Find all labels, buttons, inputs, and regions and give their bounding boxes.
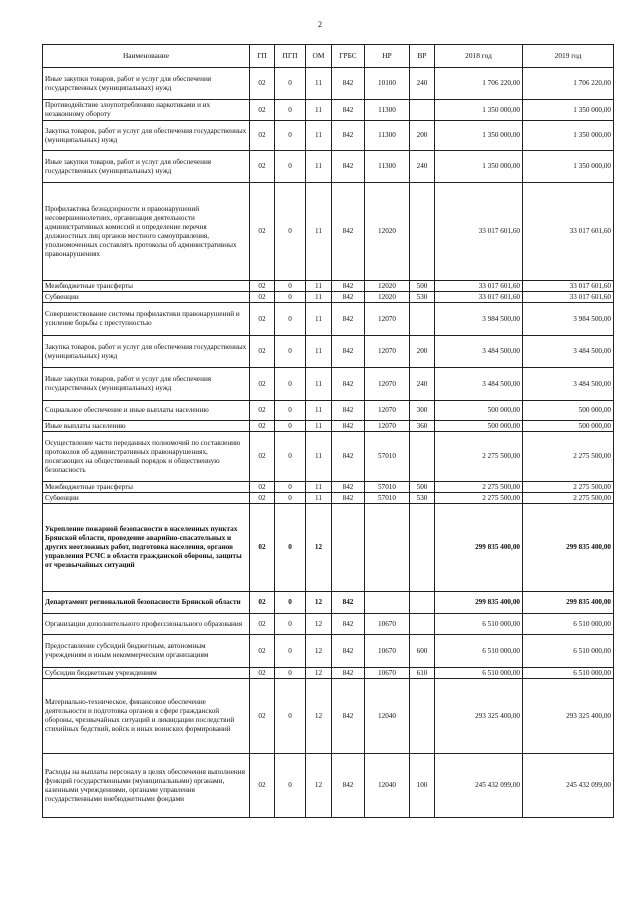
grbs-cell: 842	[332, 482, 365, 493]
vr-cell	[410, 303, 435, 336]
name-cell: Расходы на выплаты персоналу в целях обеспечения выполнения функций государственными (муниципальными) органами, казенными учреждениями, органами управления государственными внебюджетными фондами	[43, 754, 250, 818]
pgp-cell: 0	[275, 432, 306, 482]
table-row	[43, 68, 614, 100]
om-cell: 11	[306, 281, 332, 292]
nr-cell	[365, 504, 410, 592]
gp-cell: 02	[250, 401, 275, 421]
om-cell: 12	[306, 592, 332, 614]
header-pgp: ПГП	[275, 45, 306, 68]
gp-cell: 02	[250, 151, 275, 183]
gp-cell: 02	[250, 292, 275, 303]
grbs-cell: 842	[332, 121, 365, 151]
nr-cell: 10100	[365, 68, 410, 100]
header-grbs: ГРБС	[332, 45, 365, 68]
vr-cell	[410, 100, 435, 121]
vr-cell: 240	[410, 368, 435, 401]
grbs-cell: 842	[332, 421, 365, 432]
gp-cell: 02	[250, 121, 275, 151]
amount-2019-cell: 299 835 400,00	[523, 592, 614, 614]
table-row	[43, 421, 614, 432]
om-cell: 11	[306, 432, 332, 482]
table-row	[43, 368, 614, 401]
amount-2019-cell: 2 275 500,00	[523, 482, 614, 493]
header-name: Наименование	[43, 45, 250, 68]
amount-2019-cell: 299 835 400,00	[523, 504, 614, 592]
vr-cell	[410, 432, 435, 482]
pgp-cell: 0	[275, 292, 306, 303]
name-cell: Департамент региональной безопасности Брянской области	[43, 592, 250, 614]
table-row	[43, 754, 614, 818]
amount-2019-cell: 293 325 400,00	[523, 679, 614, 754]
table-row	[43, 303, 614, 336]
grbs-cell: 842	[332, 635, 365, 668]
om-cell: 11	[306, 482, 332, 493]
amount-2019-cell: 1 350 000,00	[523, 151, 614, 183]
amount-2019-cell: 6 510 000,00	[523, 614, 614, 635]
grbs-cell: 842	[332, 292, 365, 303]
name-cell: Организации дополнительного профессионального образования	[43, 614, 250, 635]
nr-cell: 12040	[365, 754, 410, 818]
nr-cell: 11300	[365, 151, 410, 183]
pgp-cell: 0	[275, 754, 306, 818]
nr-cell: 10670	[365, 614, 410, 635]
table-row	[43, 482, 614, 493]
om-cell: 11	[306, 121, 332, 151]
grbs-cell: 842	[332, 183, 365, 281]
name-cell: Иные закупки товаров, работ и услуг для обеспечения государственных (муниципальных) нужд	[43, 151, 250, 183]
vr-cell: 200	[410, 336, 435, 368]
vr-cell: 240	[410, 68, 435, 100]
grbs-cell: 842	[332, 592, 365, 614]
amount-2018-cell: 33 017 601,60	[435, 281, 523, 292]
amount-2019-cell: 6 510 000,00	[523, 668, 614, 679]
nr-cell: 12040	[365, 679, 410, 754]
vr-cell	[410, 592, 435, 614]
vr-cell: 300	[410, 401, 435, 421]
om-cell: 11	[306, 421, 332, 432]
amount-2018-cell: 33 017 601,60	[435, 183, 523, 281]
table-row	[43, 401, 614, 421]
table-row	[43, 100, 614, 121]
table-row	[43, 336, 614, 368]
nr-cell: 12070	[365, 336, 410, 368]
grbs-cell: 842	[332, 754, 365, 818]
amount-2018-cell: 1 350 000,00	[435, 151, 523, 183]
nr-cell: 12020	[365, 281, 410, 292]
amount-2018-cell: 1 350 000,00	[435, 121, 523, 151]
nr-cell: 12070	[365, 401, 410, 421]
amount-2018-cell: 299 835 400,00	[435, 592, 523, 614]
table-row	[43, 183, 614, 281]
name-cell: Иные выплаты населению	[43, 421, 250, 432]
pgp-cell: 0	[275, 336, 306, 368]
om-cell: 11	[306, 303, 332, 336]
gp-cell: 02	[250, 592, 275, 614]
page-number: 2	[318, 20, 322, 29]
amount-2018-cell: 3 484 500,00	[435, 368, 523, 401]
pgp-cell: 0	[275, 668, 306, 679]
om-cell: 12	[306, 679, 332, 754]
amount-2018-cell: 33 017 601,60	[435, 292, 523, 303]
vr-cell: 100	[410, 754, 435, 818]
amount-2019-cell: 1 706 220,00	[523, 68, 614, 100]
grbs-cell	[332, 504, 365, 592]
amount-2019-cell: 500 000,00	[523, 401, 614, 421]
om-cell: 12	[306, 668, 332, 679]
amount-2019-cell: 3 484 500,00	[523, 368, 614, 401]
amount-2019-cell: 245 432 099,00	[523, 754, 614, 818]
pgp-cell: 0	[275, 504, 306, 592]
table-row	[43, 614, 614, 635]
grbs-cell: 842	[332, 679, 365, 754]
nr-cell: 11300	[365, 121, 410, 151]
nr-cell: 12020	[365, 183, 410, 281]
vr-cell: 500	[410, 281, 435, 292]
grbs-cell: 842	[332, 336, 365, 368]
vr-cell: 600	[410, 635, 435, 668]
amount-2018-cell: 2 275 500,00	[435, 432, 523, 482]
vr-cell: 530	[410, 292, 435, 303]
amount-2018-cell: 500 000,00	[435, 401, 523, 421]
pgp-cell: 0	[275, 592, 306, 614]
vr-cell	[410, 614, 435, 635]
name-cell: Противодействие злоупотреблению наркотиками и их незаконному обороту	[43, 100, 250, 121]
header-2018: 2018 год	[435, 45, 523, 68]
name-cell: Межбюджетные трансферты	[43, 482, 250, 493]
amount-2019-cell: 6 510 000,00	[523, 635, 614, 668]
grbs-cell: 842	[332, 100, 365, 121]
om-cell: 12	[306, 504, 332, 592]
header-nr: НР	[365, 45, 410, 68]
amount-2018-cell: 6 510 000,00	[435, 614, 523, 635]
pgp-cell: 0	[275, 482, 306, 493]
amount-2019-cell: 1 350 000,00	[523, 100, 614, 121]
name-cell: Социальное обеспечение и иные выплаты населению	[43, 401, 250, 421]
pgp-cell: 0	[275, 281, 306, 292]
gp-cell: 02	[250, 432, 275, 482]
pgp-cell: 0	[275, 421, 306, 432]
pgp-cell: 0	[275, 183, 306, 281]
grbs-cell: 842	[332, 281, 365, 292]
table-row	[43, 151, 614, 183]
amount-2018-cell: 2 275 500,00	[435, 482, 523, 493]
amount-2019-cell: 33 017 601,60	[523, 281, 614, 292]
pgp-cell: 0	[275, 614, 306, 635]
table-row	[43, 635, 614, 668]
pgp-cell: 0	[275, 679, 306, 754]
table-header-row	[43, 45, 614, 68]
table-row	[43, 281, 614, 292]
header-2019: 2019 год	[523, 45, 614, 68]
nr-cell: 12070	[365, 368, 410, 401]
name-cell: Закупка товаров, работ и услуг для обеспечения государственных (муниципальных) нужд	[43, 336, 250, 368]
pgp-cell: 0	[275, 368, 306, 401]
om-cell: 11	[306, 336, 332, 368]
table-row	[43, 668, 614, 679]
pgp-cell: 0	[275, 100, 306, 121]
pgp-cell: 0	[275, 303, 306, 336]
amount-2018-cell: 1 350 000,00	[435, 100, 523, 121]
name-cell: Совершенствование системы профилактики правонарушений и усиление борьбы с преступностью	[43, 303, 250, 336]
table-row	[43, 432, 614, 482]
nr-cell	[365, 592, 410, 614]
nr-cell: 10670	[365, 668, 410, 679]
om-cell: 11	[306, 68, 332, 100]
vr-cell: 610	[410, 668, 435, 679]
table-row	[43, 679, 614, 754]
grbs-cell: 842	[332, 303, 365, 336]
table-row	[43, 121, 614, 151]
pgp-cell: 0	[275, 493, 306, 504]
amount-2019-cell: 3 984 500,00	[523, 303, 614, 336]
amount-2018-cell: 2 275 500,00	[435, 493, 523, 504]
nr-cell: 12020	[365, 292, 410, 303]
nr-cell: 57010	[365, 482, 410, 493]
om-cell: 12	[306, 635, 332, 668]
vr-cell: 200	[410, 121, 435, 151]
name-cell: Субвенции	[43, 292, 250, 303]
om-cell: 11	[306, 401, 332, 421]
amount-2019-cell: 33 017 601,60	[523, 183, 614, 281]
amount-2018-cell: 500 000,00	[435, 421, 523, 432]
om-cell: 11	[306, 292, 332, 303]
grbs-cell: 842	[332, 432, 365, 482]
nr-cell: 12070	[365, 303, 410, 336]
amount-2018-cell: 3 484 500,00	[435, 336, 523, 368]
om-cell: 12	[306, 614, 332, 635]
gp-cell: 02	[250, 482, 275, 493]
gp-cell: 02	[250, 68, 275, 100]
grbs-cell: 842	[332, 68, 365, 100]
gp-cell: 02	[250, 368, 275, 401]
gp-cell: 02	[250, 635, 275, 668]
om-cell: 11	[306, 151, 332, 183]
grbs-cell: 842	[332, 668, 365, 679]
amount-2019-cell: 3 484 500,00	[523, 336, 614, 368]
gp-cell: 02	[250, 421, 275, 432]
gp-cell: 02	[250, 668, 275, 679]
gp-cell: 02	[250, 504, 275, 592]
pgp-cell: 0	[275, 121, 306, 151]
amount-2018-cell: 245 432 099,00	[435, 754, 523, 818]
nr-cell: 11300	[365, 100, 410, 121]
amount-2018-cell: 6 510 000,00	[435, 668, 523, 679]
vr-cell: 360	[410, 421, 435, 432]
gp-cell: 02	[250, 336, 275, 368]
pgp-cell: 0	[275, 635, 306, 668]
gp-cell: 02	[250, 183, 275, 281]
name-cell: Межбюджетные трансферты	[43, 281, 250, 292]
name-cell: Иные закупки товаров, работ и услуг для обеспечения государственных (муниципальных) нужд	[43, 368, 250, 401]
gp-cell: 02	[250, 281, 275, 292]
nr-cell: 57010	[365, 432, 410, 482]
name-cell: Субвенции	[43, 493, 250, 504]
name-cell: Осуществление части переданных полномочий по составлению протоколов об административных правонарушениях, посягающих на общественный порядок и общественную безопасность	[43, 432, 250, 482]
gp-cell: 02	[250, 679, 275, 754]
amount-2019-cell: 2 275 500,00	[523, 493, 614, 504]
gp-cell: 02	[250, 100, 275, 121]
pgp-cell: 0	[275, 401, 306, 421]
name-cell: Закупка товаров, работ и услуг для обеспечения государственных (муниципальных) нужд	[43, 121, 250, 151]
table-row	[43, 292, 614, 303]
nr-cell: 12070	[365, 421, 410, 432]
header-om: ОМ	[306, 45, 332, 68]
vr-cell	[410, 504, 435, 592]
nr-cell: 57010	[365, 493, 410, 504]
pgp-cell: 0	[275, 68, 306, 100]
header-vr: ВР	[410, 45, 435, 68]
table-row	[43, 493, 614, 504]
nr-cell: 10670	[365, 635, 410, 668]
name-cell: Иные закупки товаров, работ и услуг для обеспечения государственных (муниципальных) нужд	[43, 68, 250, 100]
grbs-cell: 842	[332, 151, 365, 183]
vr-cell: 240	[410, 151, 435, 183]
table-row	[43, 592, 614, 614]
name-cell: Профилактика безнадзорности и правонарушений несовершеннолетних, организация деятельности административных комиссий и определение перечня должностных лиц органов местного самоуправления, уполномоченных составлять протоколы об административных правонарушениях	[43, 183, 250, 281]
gp-cell: 02	[250, 754, 275, 818]
om-cell: 11	[306, 183, 332, 281]
header-gp: ГП	[250, 45, 275, 68]
vr-cell	[410, 679, 435, 754]
name-cell: Предоставление субсидий бюджетным, автономным учреждениям и иным некоммерческим организациям	[43, 635, 250, 668]
name-cell: Субсидии бюджетным учреждениям	[43, 668, 250, 679]
budget-table	[42, 44, 614, 818]
gp-cell: 02	[250, 303, 275, 336]
om-cell: 12	[306, 754, 332, 818]
grbs-cell: 842	[332, 368, 365, 401]
gp-cell: 02	[250, 493, 275, 504]
amount-2019-cell: 2 275 500,00	[523, 432, 614, 482]
grbs-cell: 842	[332, 614, 365, 635]
name-cell: Материально-техническое, финансовое обеспечение деятельности и подготовка органов в сфере гражданской обороны, чрезвычайных ситуаций и ликвидации последствий стихийных бедствий, войск и иных воинских формирований	[43, 679, 250, 754]
table-row	[43, 504, 614, 592]
pgp-cell: 0	[275, 151, 306, 183]
grbs-cell: 842	[332, 401, 365, 421]
name-cell: Укрепление пожарной безопасности в населенных пунктах Брянской области, проведение аварийно-спасательных и других неотложных работ, подготовка населения, органов управления РСЧС в области гражданской обороны, защиты от чрезвычайных ситуаций	[43, 504, 250, 592]
amount-2018-cell: 1 706 220,00	[435, 68, 523, 100]
amount-2018-cell: 293 325 400,00	[435, 679, 523, 754]
amount-2019-cell: 33 017 601,60	[523, 292, 614, 303]
amount-2019-cell: 500 000,00	[523, 421, 614, 432]
amount-2018-cell: 6 510 000,00	[435, 635, 523, 668]
grbs-cell: 842	[332, 493, 365, 504]
om-cell: 11	[306, 493, 332, 504]
om-cell: 11	[306, 368, 332, 401]
gp-cell: 02	[250, 614, 275, 635]
om-cell: 11	[306, 100, 332, 121]
amount-2018-cell: 3 984 500,00	[435, 303, 523, 336]
amount-2019-cell: 1 350 000,00	[523, 121, 614, 151]
vr-cell	[410, 183, 435, 281]
vr-cell: 500	[410, 482, 435, 493]
vr-cell: 530	[410, 493, 435, 504]
amount-2018-cell: 299 835 400,00	[435, 504, 523, 592]
